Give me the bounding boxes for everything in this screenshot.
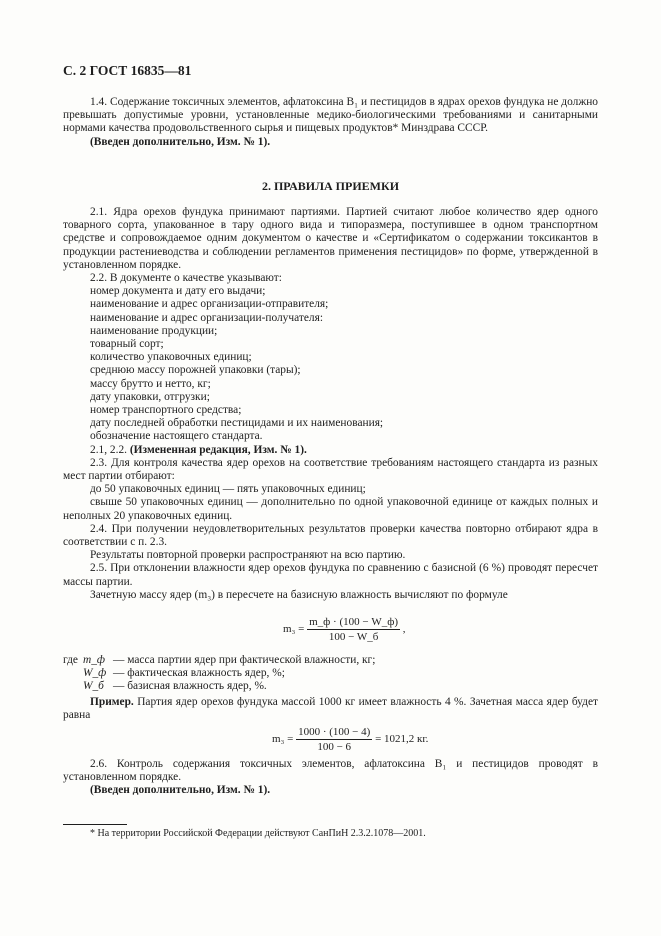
formula-1-lhs: m₃ = (283, 623, 305, 636)
revision-note-prefix: 2.1, 2.2. (90, 443, 128, 456)
list-item: наименование продукции; (90, 324, 218, 337)
paragraph-2-5: 2.5. При отклонении влажности ядер орехов фундука по сравнению с базисной (6 %) проводят пересчет массы партии. (63, 562, 598, 588)
footnote-divider (63, 824, 127, 825)
section-title: 2. ПРАВИЛА ПРИЕМКИ (261, 179, 400, 193)
sampling-rule-a: до 50 упаковочных единиц — пять упаковочных единиц; (90, 483, 366, 496)
where-description: — базисная влажность ядер, %. (113, 680, 267, 693)
list-item: дату упаковки, отгрузки; (90, 390, 210, 403)
where-description: — масса партии ядер при фактической влажности, кг; (113, 654, 376, 666)
where-block (63, 654, 375, 694)
sampling-rule-b: свыше 50 упаковочных единиц — дополнительно по одной упаковочной единице от каждых полных и неполных 20 упаковочных единиц. (63, 496, 598, 522)
list-item: номер транспортного средства; (90, 404, 242, 417)
formula-1-fraction (307, 616, 400, 643)
section-2-body (63, 206, 598, 602)
amendment-note-1: (Введен дополнительно, Изм. № 1). (90, 135, 271, 148)
formula-2-lhs: m₃ = (272, 733, 294, 746)
where-symbol: W_ф (83, 667, 107, 680)
formula-1-denominator: 100 − W_б (328, 631, 379, 643)
formula-2-fraction (296, 726, 372, 753)
list-item: массу брутто и нетто, кг; (90, 377, 211, 390)
where-table (63, 654, 375, 694)
formula-1 (283, 616, 406, 643)
paragraph-2-4-b: Результаты повторной проверки распространяют на всю партию. (90, 549, 406, 562)
example-paragraph (63, 696, 598, 722)
list-item: наименование и адрес организации-получателя: (90, 311, 323, 324)
list-item: наименование и адрес организации-отправителя; (90, 298, 329, 311)
list-item: номер документа и дату его выдачи; (90, 285, 266, 298)
list-item: дату последней обработки пестицидами и их наименования; (90, 417, 384, 430)
example-text: Партия ядер орехов фундука массой 1000 кг имеет влажность 4 %. Зачетная масса ядер будет равна (63, 696, 598, 722)
where-symbol: m_ф (83, 654, 106, 666)
paragraph-2-3: 2.3. Для контроля качества ядер орехов на соответствие требованиям настоящего стандарта из разных мест партии отбирают: (63, 456, 598, 483)
formula-2 (272, 726, 428, 753)
where-description: — фактическая влажность ядер, %; (113, 667, 285, 680)
list-item: товарный сорт; (90, 338, 164, 351)
where-symbol: W_б (83, 680, 104, 693)
formula-2-numerator: 1000 · (100 − 4) (298, 726, 371, 738)
revision-note-bold: (Измененная редакция, Изм. № 1). (129, 443, 307, 456)
paragraph-2-5-b: Зачетную массу ядер (m₃) в пересчете на базисную влажность вычисляют по формуле (90, 588, 508, 601)
where-row (63, 667, 375, 680)
paragraph-2-6-block (63, 758, 598, 798)
where-row (63, 654, 375, 667)
paragraph-2-1: 2.1. Ядра орехов фундука принимают партиями. Партией считают любое количество ядер одного товарного сорта, упакованное в тару одного вида и типоразмера, поступившее в одном транспортном средстве и сопровождаемое одним документом о качестве и «Сертификатом о содержании токсикантов в продукции растениеводства и соблюдении регламентов применения пестицидов» по форме, утвержденной в установленном порядке. (63, 206, 598, 271)
amendment-note-2: (Введен дополнительно, Изм. № 1). (90, 784, 271, 797)
paragraph-2-6: 2.6. Контроль содержания токсичных элементов, афлатоксина B₁ и пестицидов проводят в установленном порядке. (63, 758, 598, 784)
revision-note (63, 444, 598, 457)
footnote: * На территории Российской Федерации действуют СанПиН 2.3.2.1078—2001. (90, 828, 426, 839)
page-header: С. 2 ГОСТ 16835—81 (63, 63, 192, 78)
paragraph-2-4: 2.4. При получении неудовлетворительных результатов проверки качества повторно отбирают ядра в соответствии с п. 2.3. (63, 522, 598, 549)
formula-1-tail: , (402, 623, 406, 636)
list-item: количество упаковочных единиц; (90, 351, 252, 364)
list-item: среднюю массу порожней упаковки (тары); (90, 364, 301, 377)
where-lead (63, 680, 83, 693)
example-block (63, 696, 598, 722)
where-lead (63, 667, 83, 680)
list-item: обозначение настоящего стандарта. (90, 430, 263, 443)
paragraph-2-2: 2.2. В документе о качестве указывают: (90, 272, 282, 285)
where-row (63, 680, 375, 693)
where-lead: где (63, 654, 78, 666)
paragraph-1-4: 1.4. Содержание токсичных элементов, афлатоксина B₁ и пестицидов в ядрах орехов фундука не должно превышать допустимые уровни, установленные медико-биологическими требованиями и санитарными нормами качества продовольственного сырья и пищевых продуктов* Минздрава СССР. (63, 96, 598, 135)
formula-1-numerator: m_ф · (100 − W_ф) (309, 616, 398, 628)
example-label: Пример. (90, 696, 134, 708)
formula-2-result: = 1021,2 кг. (375, 733, 429, 746)
paragraph-1-4-block (63, 96, 598, 149)
formula-2-denominator: 100 − 6 (317, 741, 352, 753)
